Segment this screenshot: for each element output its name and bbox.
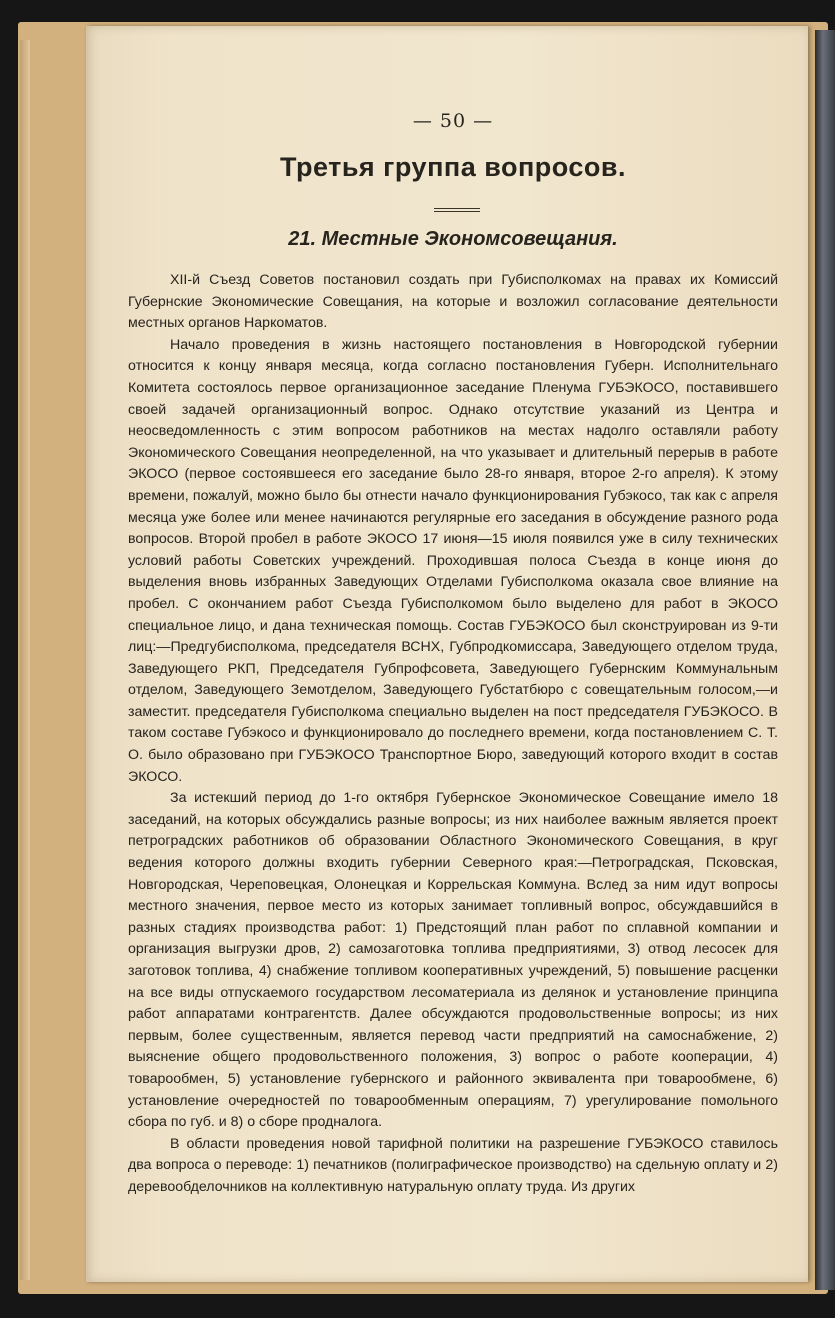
- page-number: — 50 —: [412, 110, 494, 132]
- title-divider: [434, 208, 480, 212]
- paragraph: В области проведения новой тарифной политики на разрешение ГУБЭКОСО ставилось два вопроса о переводе: 1) печатников (полиграфическое производство) на сдельную оплату и 2) деревообделочников на коллективную натуральную оплату труда. Из других: [128, 1135, 778, 1195]
- subsection-title: 21. Местные Экономсовещания.: [288, 228, 618, 250]
- paragraph: XII-й Съезд Советов постановил создать при Губисполкомах на правах их Комиссий Губернские Экономические Совещания, на которые и возложил согласование деятельности местных органов Наркоматов.: [128, 272, 778, 332]
- section-title: Третья группа вопросов.: [279, 152, 626, 182]
- scan-bed-edge: [815, 30, 835, 1290]
- paragraph: Начало проведения в жизнь настоящего постановления в Новгородской губернии относится к концу января месяца, когда согласно постановления Губерн. Исполнительнаго Комитета состоялось первое организационное заседание Пленума ГУБЭКОСО, поставившего своей задачей организационный вопрос. Однако отсутствие указаний из Центра и неосведомленность с этим вопросом работников на местах надолго оставляли работу Экономического Совещания неопределенной, на что указывает и длительный перерыв в работе ЭКОСО (первое состоявшееся его заседание было 28-го января, второе 2-го апреля). К этому времени, пожалуй, можно было бы отнести начало функционирования Губэкосо, так как с апреля месяца уже более или менее начинаются регулярные его заседания в обсуждение разного рода вопросов. Второй пробел в работе ЭКОСО 17 июня—15 июля появился уже в силу технических условий работы Советских учреждений. Проходившая полоса Съезда в конце июня до выделения вновь избранных Заведующих Отделами Губисполкома оказала свое влияние на пробел. С окончанием работ Съезда Губисполкомом было выделено для работ в ЭКОСО специальное лицо, и дана техническая помощь. Состав ГУБЭКОСО был сконструирован из 9-ти лиц:—Предгубисполкома, председателя ВСНХ, Губпродкомиссара, Заведующего отделом труда, Заведующего РКП, Председателя Губпрофсовета, Заведующего Губернским Коммунальным отделом, Заведующего Земотделом, Заведующего Губстатбюро с совещательным голосом,—и заместит. председателя Губисполкома специально выделен на пост председателя ГУБЭКОСО. В таком составе Губэкосо и функционировало до последнего времени, когда постановлением С. Т. О. было образовано при ГУБЭКОСО Транспортное Бюро, заведующий которого входит в состав ЭКОСО.: [128, 336, 778, 785]
- body-text: [128, 270, 778, 1199]
- paragraph: За истекший период до 1-го октября Губернское Экономическое Совещание имело 18 заседаний, на которых обсуждались разные вопросы; из них наиболее важным является проект петроградских работников об образовании Областного Экономического Совещания, в круг ведения которого должны входить губернии Северного края:—Петроградская, Псковская, Новгородская, Череповецкая, Олонецкая и Коррельская Коммуна. Вслед за ним идут вопросы местного значения, первое место из которых занимает топливный вопрос, обсуждавшийся в разных стадиях производства работ: 1) Предстоящий план работ по сплавной компании и организация выгрузки дров, 2) самозаготовка топлива предприятиями, 3) отвод лесосек для заготовок топлива, 4) снабжение топливом кооперативных учреждений, 5) повышение расценки на все виды отпускаемого государством лесоматериала из делянок и установление принципа работ аппаратами контрагентств. Далее обсуждаются продовольственные вопросы; из них первым, более существенным, является перевод части предприятий на самоснабжение, 2) выяснение общего продовольственного положения, 3) вопрос о работе кооперации, 4) товарообмен, 5) установление губернского и районного эквивалента при товарообмене, 6) установление очередностей по товарообменным операциям, 7) урегулирование помольного сбора по губ. и 8) о сборе продналога.: [128, 790, 778, 1131]
- book-page: [86, 26, 808, 1282]
- book-spine-edge: [20, 40, 30, 1280]
